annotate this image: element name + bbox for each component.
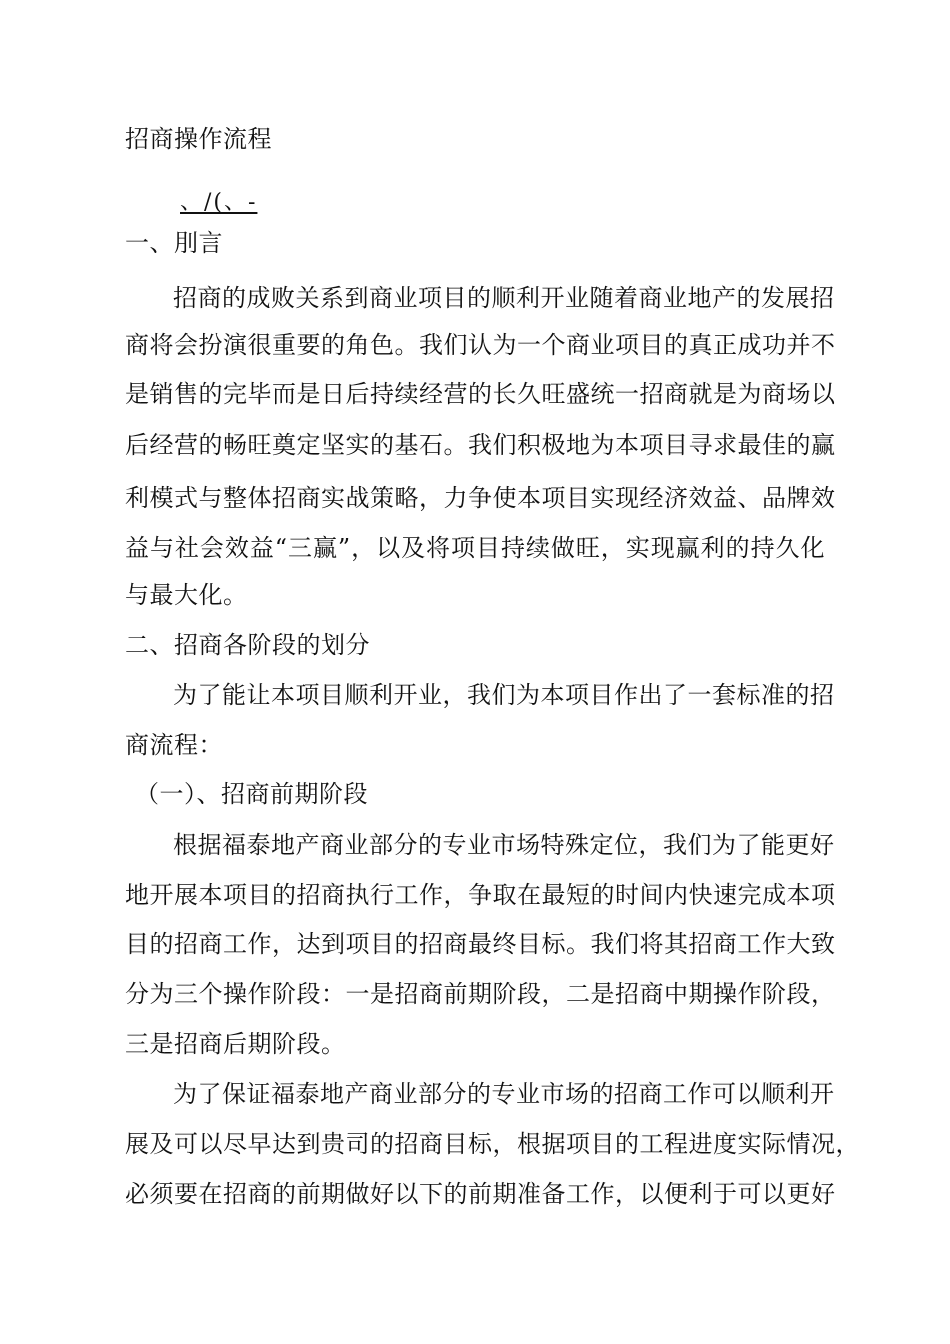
paragraph-line: 利模式与整体招商实战策略，力争使本项目实现经济效益、品牌效: [125, 484, 836, 512]
paragraph-line: 目的招商工作，达到项目的招商最终目标。我们将其招商工作大致: [125, 930, 836, 958]
paragraph-line: 是销售的完毕而是日后持续经营的长久旺盛统一招商就是为商场以: [125, 380, 836, 408]
paragraph-line: 三是招商后期阶段。: [125, 1030, 346, 1058]
paragraph-line: 后经营的畅旺奠定坚实的基石。我们积极地为本项目寻求最佳的赢: [125, 431, 836, 459]
paragraph-line: 商将会扮演很重要的角色。我们认为一个商业项目的真正成功并不: [125, 331, 836, 359]
paragraph-line: 展及可以尽早达到贵司的招商目标，根据项目的工程进度实际情况，: [125, 1130, 860, 1158]
paragraph-line: 地开展本项目的招商执行工作，争取在最短的时间内快速完成本项: [125, 881, 836, 909]
section-heading-stages: 二、招商各阶段的划分: [125, 631, 370, 659]
subsection-heading-early-stage: （一）、招商前期阶段: [135, 780, 368, 808]
paragraph-line: 必须要在招商的前期做好以下的前期准备工作，以便利于可以更好: [125, 1180, 836, 1208]
paragraph-line: 商流程：: [125, 731, 223, 759]
paragraph-line: 根据福泰地产商业部分的专业市场特殊定位，我们为了能更好: [173, 831, 835, 859]
paragraph-line: 为了保证福泰地产商业部分的专业市场的招商工作可以顺利开: [173, 1080, 835, 1108]
paragraph-line: 为了能让本项目顺利开业，我们为本项目作出了一套标准的招: [173, 681, 835, 709]
paragraph-line: 益与社会效益“三赢”，以及将项目持续做旺，实现赢利的持久化: [125, 534, 825, 562]
section-heading-preface: 一、刖言: [125, 229, 223, 257]
paragraph-line: 分为三个操作阶段：一是招商前期阶段，二是招商中期操作阶段，: [125, 980, 836, 1008]
document-title: 招商操作流程: [125, 125, 272, 153]
paragraph-line: 与最大化。: [125, 581, 248, 609]
paragraph-line: 招商的成败关系到商业项目的顺利开业随着商业地产的发展招: [173, 284, 835, 312]
scan-artifact-text: 、/(、-: [180, 190, 258, 215]
